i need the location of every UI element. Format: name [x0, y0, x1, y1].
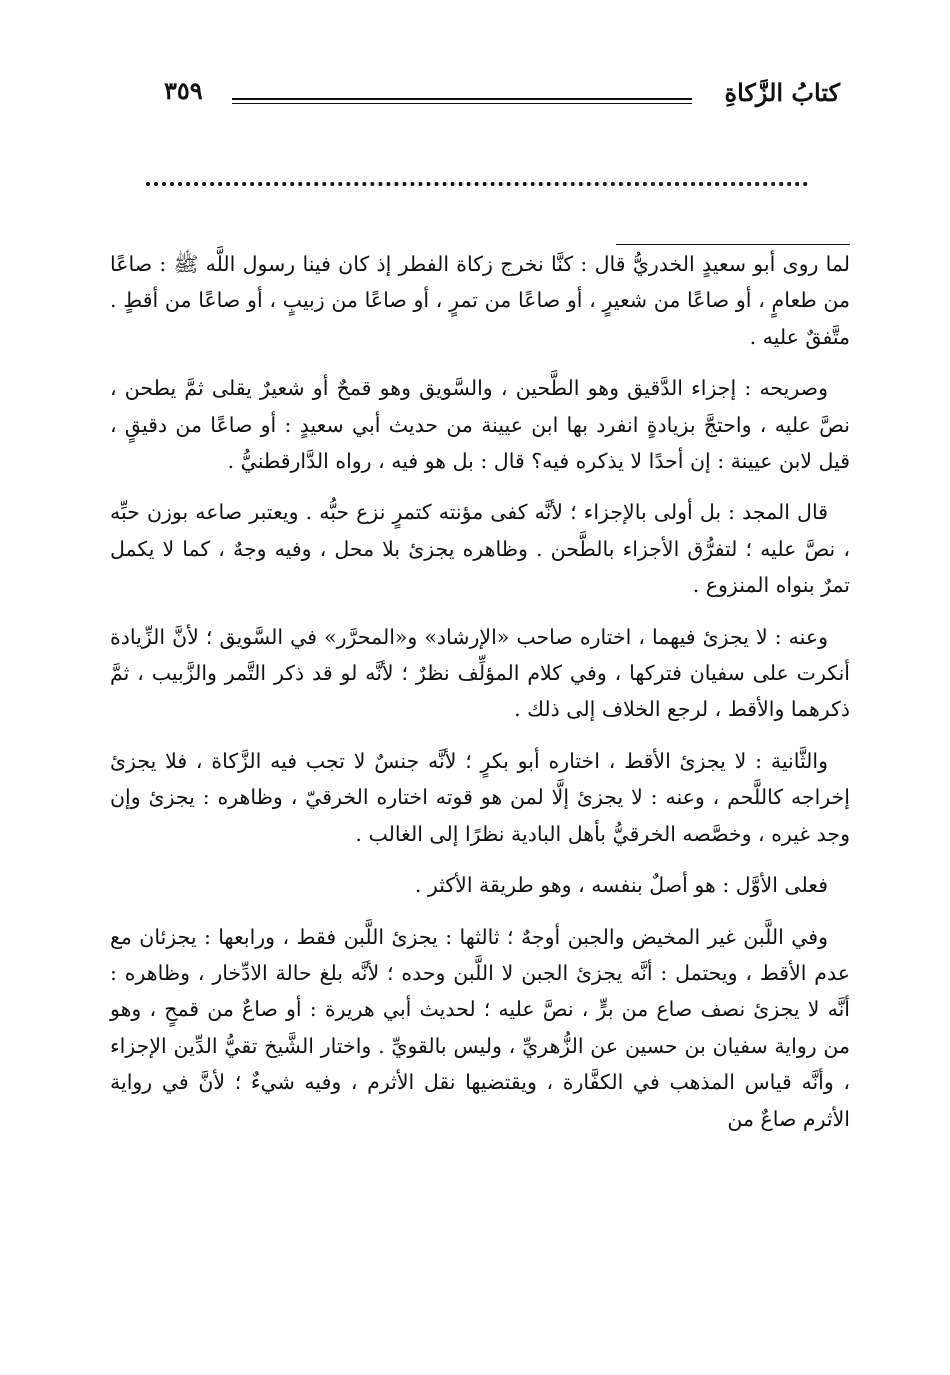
- book-title: كتابُ الزَّكاةِ: [724, 78, 840, 107]
- paragraph-6: فعلى الأوَّل : هو أصلٌ بنفسه ، وهو طريقة الأكثر .: [414, 873, 828, 898]
- paragraph-5: والثَّانية : لا يجزئ الأقط ، اختاره أبو بكرٍ ؛ لأنَّه جنسٌ لا تجب فيه الزَّكاة ، فلا يجزئ إخراجه كاللَّحم ، وعنه : لا يجزئ إلَّا لمن هو قوته اختاره الخرقيّ ، وظاهره : يجزئ وإن وجد غيره ، وخصَّصه الخرقيُّ بأهل البادية نظرًا إلى الغالب .: [110, 748, 850, 846]
- paragraph-4: وعنه : لا يجزئ فيهما ، اختاره صاحب «الإرشاد» و«المحرَّر» في السَّويق ؛ لأنَّ الزِّيادة أنكرت على سفيان فتركها ، وفي كلام المؤلِّف نظرٌ ؛ لأنَّه لو قد ذكر التَّمر والزَّبيب ، ثمَّ ذكرهما والأقط ، لرجع الخلاف إلى ذلك .: [110, 624, 850, 722]
- paragraph-2: وصريحه : إجزاء الدَّقيق وهو الطَّحين ، والسَّويق وهو قمحٌ أو شعيرٌ يقلى ثمَّ يطحن ، نصَّ عليه ، واحتجَّ بزيادةٍ انفرد بها ابن عيينة من حديث أبي سعيدٍ : أو صاعًا من دقيقٍ ، قيل لابن عيينة : إن أحدًا لا يذكره فيه؟ قال : بل هو فيه ، رواه الدَّارقطنيُّ .: [110, 376, 850, 474]
- paragraph-3: قال المجد : بل أولى بالإجزاء ؛ لأنَّه كفى مؤنته كتمرٍ نزع حبُّه . ويعتبر صاعه بوزن حبِّه ، نصَّ عليه ؛ لتفرُّق الأجزاء بالطَّحن . وظاهره يجزئ بلا محل ، وفيه وجهٌ ، كما لا يكمل تمرٌ بنواه المنزوع .: [110, 500, 850, 598]
- paragraph-7: وفي اللَّبن غير المخيض والجبن أوجهٌ ؛ ثالثها : يجزئ اللَّبن فقط ، ورابعها : يجزئان مع عدم الأقط ، ويحتمل : أنَّه يجزئ الجبن لا اللَّبن وحده ؛ لأنَّه بلغ حالة الادِّخار ، وظاهره : أنَّه لا يجزئ نصف صاع من برٍّ ، نصَّ عليه ؛ لحديث أبي هريرة : أو صاعٌ من قمحٍ ، وهو من رواية سفيان بن حسين عن الزُّهريِّ ، وليس بالقويِّ . واختار الشَّيخ تقيُّ الدِّين الإجزاء ، وأنَّه قياس المذهب في الكفَّارة ، ويقتضيها نقل الأثرم ، وفيه شيءٌ ؛ لأنَّ في رواية الأثرم صاعٌ من: [110, 924, 850, 1131]
- header-rule: [232, 98, 692, 100]
- page-number: ٣٥٩: [164, 76, 203, 105]
- paragraph-1: لما روى أبو سعيدٍ الخدريُّ قال : كنَّا نخرج زكاة الفطر إذ كان فينا رسول اللَّه ﷺ : صاعًا من طعامٍ ، أو صاعًا من شعيرٍ ، أو صاعًا من تمرٍ ، أو صاعًا من زبيبٍ ، أو صاعًا من أقطٍ . متَّفقٌ عليه .: [110, 252, 850, 349]
- header-rule-thin: [232, 103, 692, 104]
- page-header: [150, 72, 840, 124]
- dotted-separator: [146, 182, 808, 186]
- section-separator: [616, 244, 850, 245]
- body-text: [110, 246, 850, 1152]
